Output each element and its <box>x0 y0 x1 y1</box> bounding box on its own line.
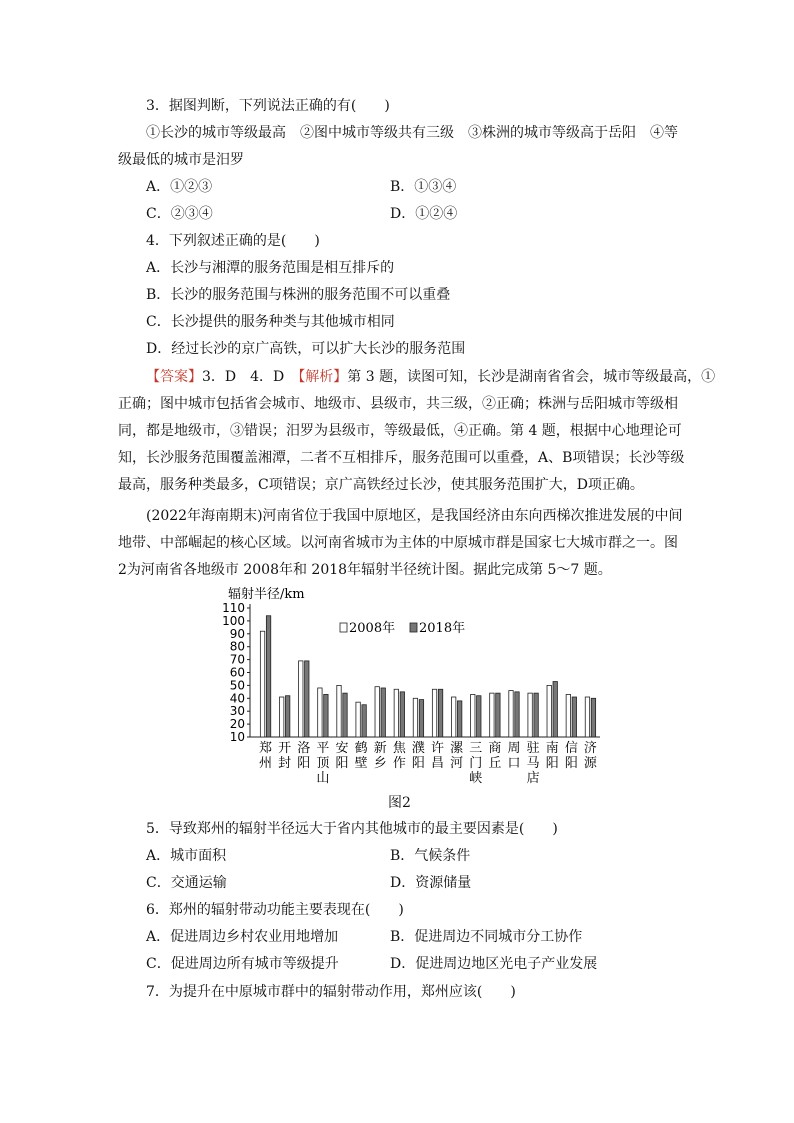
x-category-label: 店 <box>526 771 540 786</box>
bar-2008 <box>432 689 436 737</box>
bar-2008 <box>356 702 360 737</box>
q4-option-a: A．长沙与湘潭的服务范围是相互排斥的 <box>146 260 395 276</box>
x-category-label: 口 <box>507 756 521 771</box>
q3-option-b: B．①③④ <box>390 179 457 195</box>
bar-2008 <box>299 661 303 737</box>
bar-2018 <box>266 616 270 737</box>
x-category-label: 昌 <box>431 756 445 771</box>
x-category-label: 丘 <box>488 756 502 771</box>
figure-caption: 图2 <box>388 795 411 811</box>
x-category-label: 作 <box>392 756 406 771</box>
y-tick-label: 80 <box>229 639 245 654</box>
x-category-label: 新 <box>373 741 387 756</box>
x-category-label: 鹤 <box>354 741 368 756</box>
q4-option-c: C．长沙提供的服务种类与其他城市相同 <box>146 314 395 330</box>
answer-line1 <box>146 368 715 386</box>
y-tick-label: 60 <box>229 665 245 680</box>
x-category-label: 阳 <box>335 756 349 771</box>
q6-stem: 6．郑州的辐射带动功能主要表现在( ) <box>146 902 404 918</box>
analysis-tag: 【解析】 <box>298 369 348 385</box>
bar-2008 <box>375 687 379 737</box>
bar-2008 <box>413 698 417 737</box>
legend-label-2018: 2018年 <box>419 621 466 636</box>
bar-2018 <box>457 701 461 737</box>
bar-2008 <box>279 697 283 737</box>
x-category-label: 阳 <box>545 756 559 771</box>
bar-2008 <box>490 693 494 737</box>
radiation-radius-chart <box>220 584 610 789</box>
x-category-label: 许 <box>431 741 445 756</box>
bar-2008 <box>337 685 341 737</box>
intro-line1: (2022年海南期末)河南省位于我国中原地区，是我国经济由东向西梯次推进发展的中间 <box>146 508 683 524</box>
bar-2018 <box>381 688 385 737</box>
bar-2018 <box>515 692 519 737</box>
q5-option-d: D．资源储量 <box>390 875 472 891</box>
y-tick-label: 20 <box>229 717 245 732</box>
x-category-label: 山 <box>316 771 330 786</box>
q3-option-a: A．①②③ <box>146 179 213 195</box>
x-category-label: 焦 <box>392 741 406 756</box>
q7-stem: 7．为提升在中原城市群中的辐射带动作用，郑州应该( ) <box>146 984 516 1000</box>
x-category-label: 三 <box>469 741 483 756</box>
x-category-label: 顶 <box>316 756 330 771</box>
x-category-label: 封 <box>278 756 292 771</box>
y-tick-label: 100 <box>222 613 245 628</box>
x-category-label: 安 <box>335 741 349 756</box>
y-axis-label: 辐射半径/km <box>228 587 305 602</box>
x-category-label: 郑 <box>259 741 273 756</box>
bar-2018 <box>362 705 366 737</box>
x-category-label: 周 <box>507 741 521 756</box>
bar-2008 <box>509 691 513 737</box>
intro-line2: 地带、中部崛起的核心区域。以河南省城市为主体的中原城市群是国家七大城市群之一。图 <box>118 535 678 551</box>
bar-2008 <box>471 694 475 737</box>
x-category-label: 乡 <box>373 756 387 771</box>
bar-2008 <box>566 694 570 737</box>
bar-2018 <box>477 696 481 737</box>
y-tick-label: 40 <box>229 691 245 706</box>
q5-option-c: C．交通运输 <box>146 875 227 891</box>
x-category-label: 南 <box>545 741 559 756</box>
q6-option-d: D．促进周边地区光电子产业发展 <box>390 956 598 972</box>
answer-tag: 【答案】 <box>146 369 202 385</box>
q6-option-a: A．促进周边乡村农业用地增加 <box>146 929 339 945</box>
analysis-line3: 同，都是地级市，③错误；汨罗为县级市，等级最低，④正确。第 4 题，根据中心地理论可 <box>118 423 682 439</box>
bar-2018 <box>343 693 347 737</box>
bar-2018 <box>285 696 289 737</box>
answer-value: 3．D 4．D <box>202 369 299 385</box>
x-category-label: 开 <box>278 741 292 756</box>
x-category-label: 河 <box>450 756 464 771</box>
analysis-line2: 正确；图中城市包括省会城市、地级市、县级市，共三级，②正确；株洲与岳阳城市等级相 <box>118 396 678 412</box>
x-category-label: 阳 <box>564 756 578 771</box>
y-tick-label: 30 <box>229 704 245 719</box>
x-category-label: 信 <box>564 741 578 756</box>
bar-2018 <box>324 694 328 737</box>
bar-2018 <box>553 682 557 737</box>
x-category-label: 驻 <box>526 741 540 756</box>
analysis-line5: 最高，服务种类最多，C项错误；京广高铁经过长沙，使其服务范围扩大，D项正确。 <box>118 477 644 493</box>
bar-2008 <box>318 688 322 737</box>
bar-2008 <box>394 689 398 737</box>
q4-option-d: D．经过长沙的京广高铁，可以扩大长沙的服务范围 <box>146 341 466 357</box>
x-category-label: 阳 <box>297 756 311 771</box>
bar-2018 <box>534 693 538 737</box>
x-category-label: 壁 <box>354 756 368 771</box>
x-category-label: 平 <box>316 741 330 756</box>
x-category-label: 阳 <box>411 756 425 771</box>
x-category-label: 洛 <box>297 741 311 756</box>
bar-2008 <box>451 697 455 737</box>
bar-2008 <box>585 697 589 737</box>
x-category-label: 漯 <box>450 741 464 756</box>
x-category-label: 马 <box>526 756 540 771</box>
q5-option-a: A．城市面积 <box>146 848 227 864</box>
q6-option-c: C．促进周边所有城市等级提升 <box>146 956 339 972</box>
q4-option-b: B．长沙的服务范围与株洲的服务范围不可以重叠 <box>146 287 451 303</box>
bar-2018 <box>438 689 442 737</box>
x-category-label: 峡 <box>469 771 483 786</box>
q3-option-d: D．①②④ <box>390 206 458 222</box>
bar-2008 <box>260 631 264 737</box>
q6-option-b: B．促进周边不同城市分工协作 <box>390 929 583 945</box>
q3-desc-line2: 级最低的城市是汨罗 <box>118 152 244 168</box>
q3-option-c: C．②③④ <box>146 206 213 222</box>
y-tick-label: 110 <box>222 601 245 615</box>
x-category-label: 济 <box>583 741 597 756</box>
intro-line3: 2为河南省各地级市 2008年和 2018年辐射半径统计图。据此完成第 5～7 题。 <box>118 562 612 578</box>
bar-2008 <box>528 693 532 737</box>
analysis-line1: 第 3 题，读图可知，长沙是湖南省省会，城市等级最高，① <box>347 369 716 385</box>
y-tick-label: 50 <box>229 678 245 693</box>
bar-2018 <box>305 661 309 737</box>
y-tick-label: 70 <box>229 652 245 667</box>
q3-desc-line1: ①长沙的城市等级最高 ②图中城市等级共有三级 ③株洲的城市等级高于岳阳 ④等 <box>146 125 678 141</box>
y-tick-label: 10 <box>229 730 245 744</box>
q5-stem: 5．导致郑州的辐射半径远大于省内其他城市的最主要因素是( ) <box>146 821 558 837</box>
q3-stem: 3．据图判断，下列说法正确的有( ) <box>146 98 390 114</box>
x-category-label: 濮 <box>411 741 425 756</box>
x-category-label: 门 <box>469 756 483 771</box>
legend-swatch-2018 <box>410 623 417 632</box>
x-category-label: 州 <box>259 756 273 771</box>
bar-2018 <box>400 692 404 737</box>
x-category-label: 源 <box>583 756 597 771</box>
legend-swatch-2008 <box>340 623 347 632</box>
analysis-line4: 知，长沙服务范围覆盖湘潭，二者不互相排斥，服务范围可以重叠，A、B项错误；长沙等级 <box>118 450 685 466</box>
bar-2018 <box>496 693 500 737</box>
bar-2018 <box>419 700 423 737</box>
bar-2018 <box>572 697 576 737</box>
x-category-label: 商 <box>488 741 502 756</box>
y-tick-label: 90 <box>229 626 245 641</box>
q5-option-b: B．气候条件 <box>390 848 471 864</box>
bar-2018 <box>591 698 595 737</box>
q4-stem: 4．下列叙述正确的是( ) <box>146 233 320 249</box>
legend-label-2008: 2008年 <box>349 621 396 636</box>
bar-2008 <box>547 685 551 737</box>
